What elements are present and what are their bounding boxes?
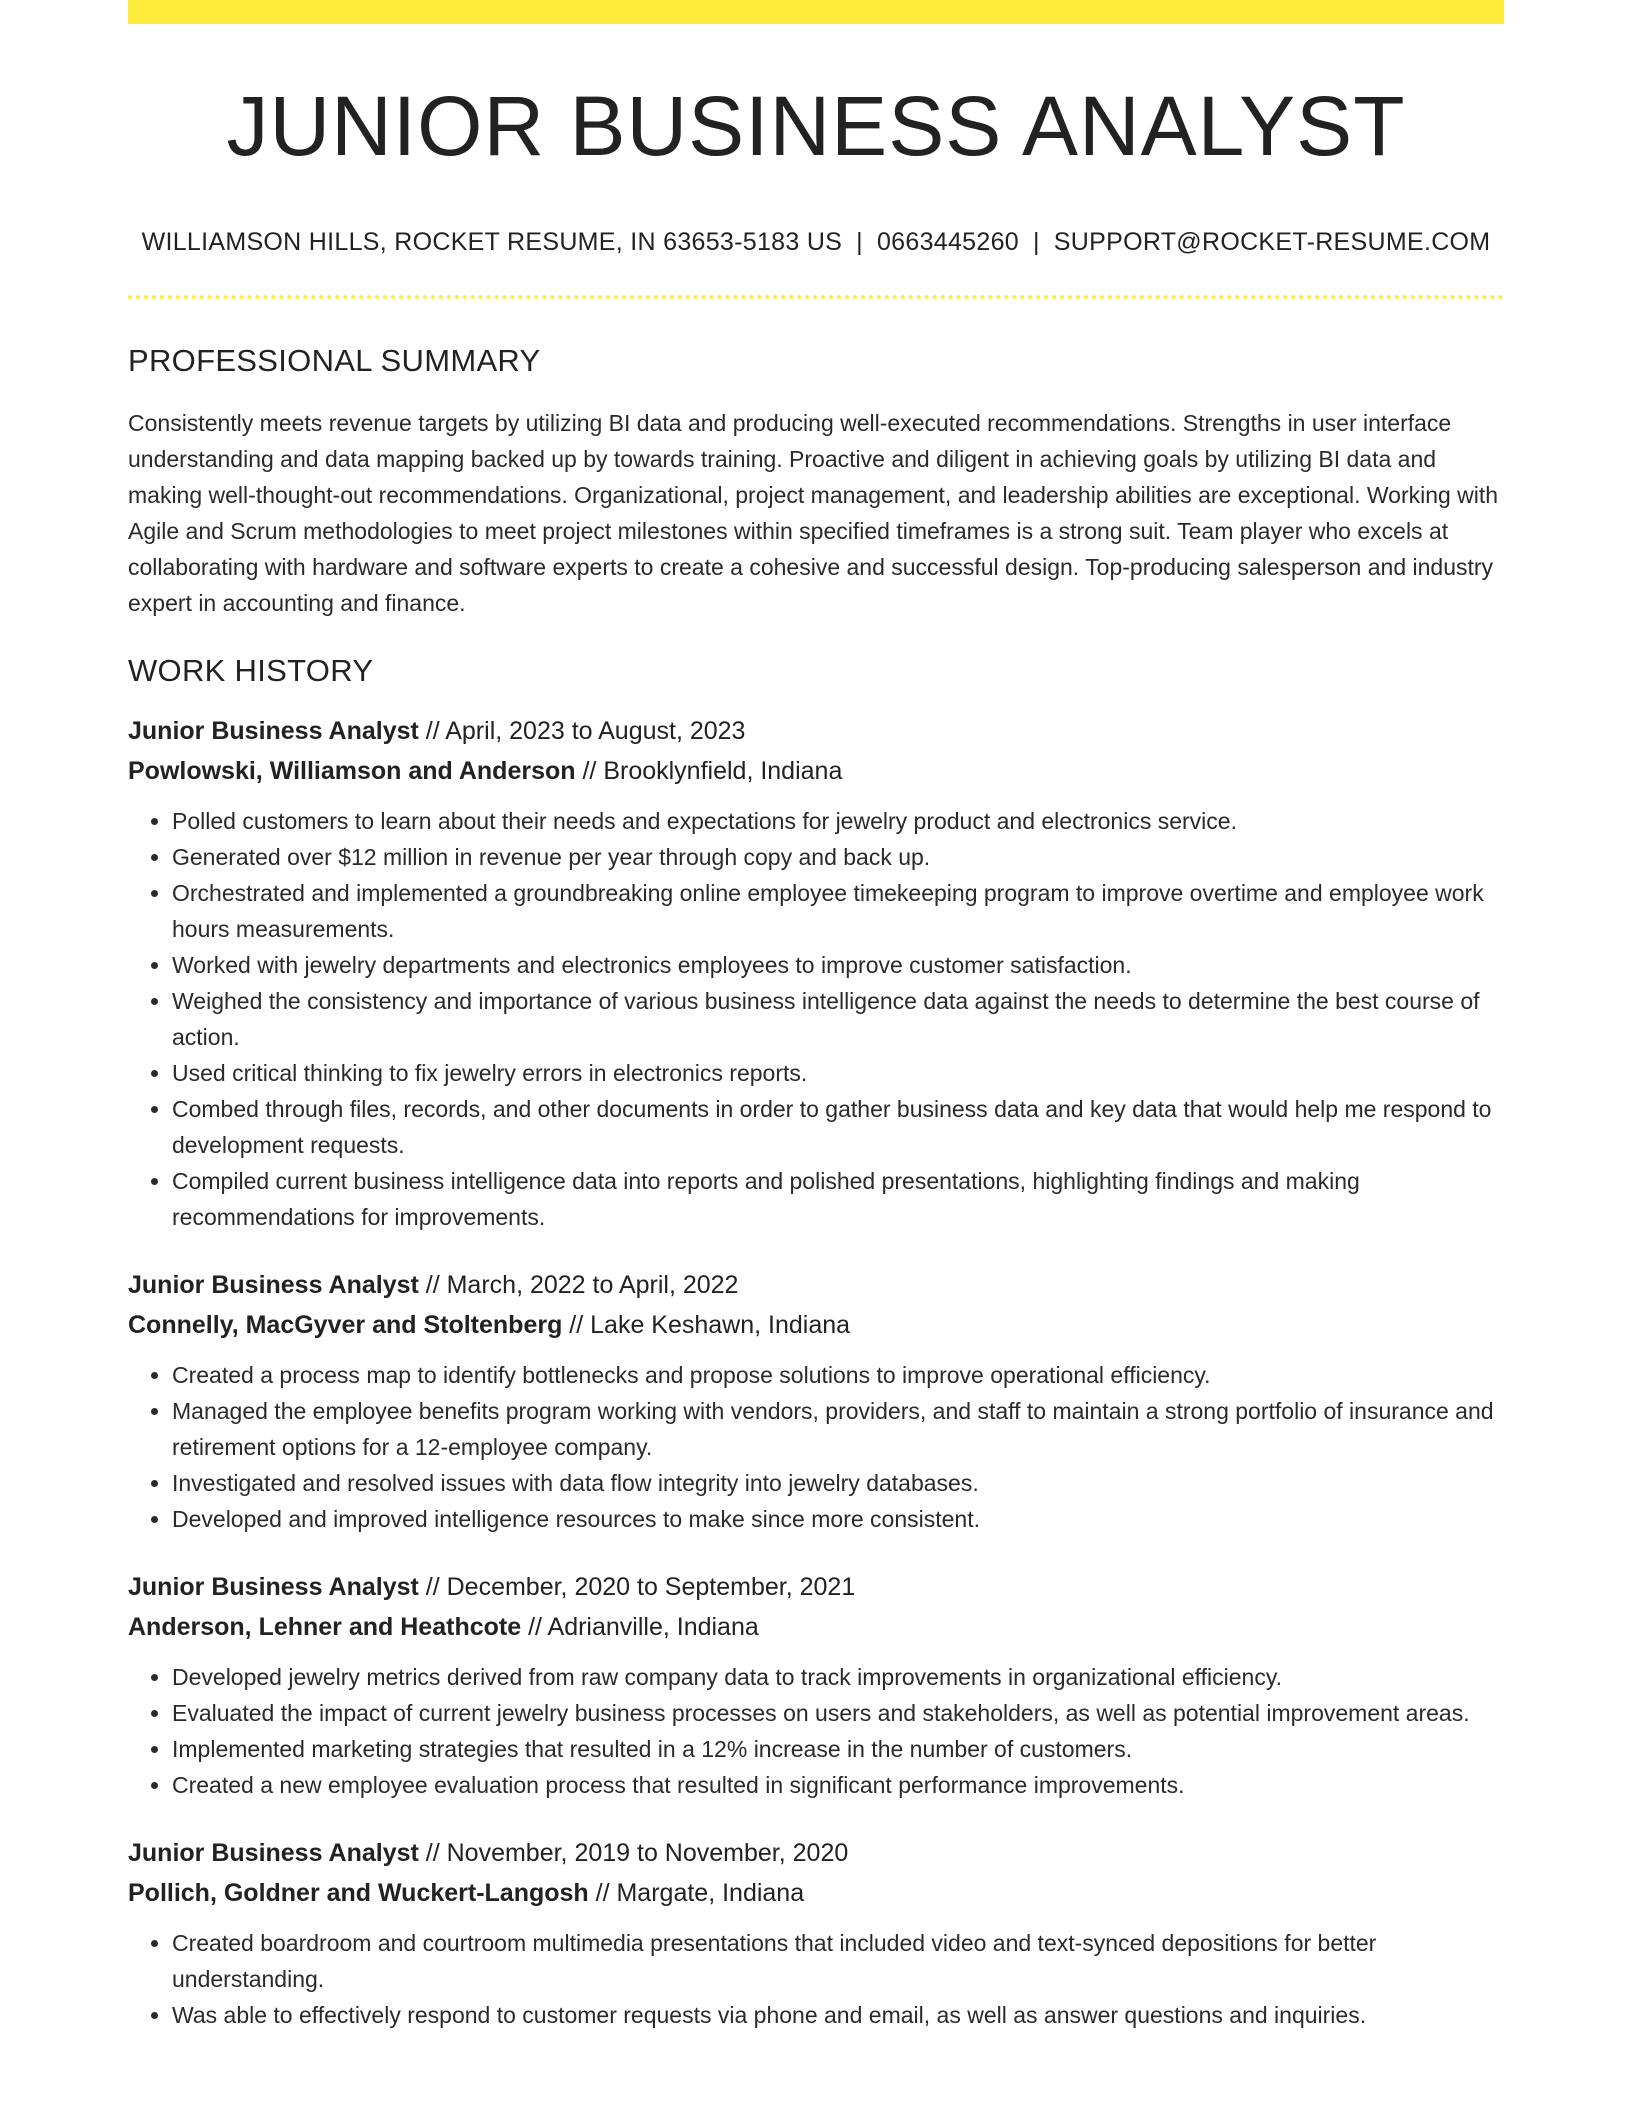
summary-heading: PROFESSIONAL SUMMARY [128, 343, 541, 379]
duty-item: • Weighed the consistency and importance of various business intelligence data against the needs to determine the best course of action. [172, 983, 1504, 1055]
duty-item: • Orchestrated and implemented a groundbreaking online employee timekeeping program to improve overtime and employee work hours measurements. [172, 875, 1504, 947]
work-history-heading: WORK HISTORY [128, 653, 374, 689]
job-title-line [128, 1567, 1504, 1607]
job-company-line [128, 1607, 1504, 1647]
duty-item: • Created a new employee evaluation process that resulted in significant performance improvements. [172, 1767, 1504, 1803]
duty-list [128, 1925, 1504, 2033]
duty-item: • Created boardroom and courtroom multimedia presentations that included video and text-synced depositions for better understanding. [172, 1925, 1504, 1997]
top-accent-bar [128, 0, 1504, 24]
job-dates: // April, 2023 to August, 2023 [418, 717, 746, 746]
job-entry [128, 1833, 1504, 2033]
resume-page [128, 0, 1504, 2033]
duty-item: • Developed jewelry metrics derived from raw company data to track improvements in organizational efficiency. [172, 1659, 1504, 1695]
job-title: Junior Business Analyst [128, 1271, 419, 1300]
duty-item: • Implemented marketing strategies that resulted in a 12% increase in the number of customers. [172, 1731, 1504, 1767]
job-dates: // November, 2019 to November, 2020 [418, 1839, 849, 1868]
contact-separator: | [856, 228, 863, 257]
job-entry [128, 1265, 1504, 1537]
job-title-line [128, 1833, 1504, 1873]
job-location: // Adrianville, Indiana [521, 1613, 759, 1642]
duty-item: • Worked with jewelry departments and electronics employees to improve customer satisfaction. [172, 947, 1504, 983]
duty-item: • Used critical thinking to fix jewelry errors in electronics reports. [172, 1055, 1504, 1091]
duty-item: • Evaluated the impact of current jewelry business processes on users and stakeholders, as well as potential improvement areas. [172, 1695, 1504, 1731]
duty-item: • Generated over $12 million in revenue per year through copy and back up. [172, 839, 1504, 875]
contact-phone: 0663445260 [876, 228, 1019, 257]
duty-item: • Compiled current business intelligence data into reports and polished presentations, highlighting findings and making recommendations for improvements. [172, 1163, 1504, 1235]
job-company-line [128, 751, 1504, 791]
job-company: Anderson, Lehner and Heathcote [128, 1613, 522, 1642]
job-company: Powlowski, Williamson and Anderson [128, 757, 576, 786]
job-location: // Margate, Indiana [588, 1879, 805, 1908]
duty-item: • Created a process map to identify bottlenecks and propose solutions to improve operational efficiency. [172, 1357, 1504, 1393]
contact-address: WILLIAMSON HILLS, ROCKET RESUME, IN 63653-5183 US [141, 228, 843, 257]
duty-item: • Was able to effectively respond to customer requests via phone and email, as well as answer questions and inquiries. [172, 1997, 1504, 2033]
duty-list [128, 1357, 1504, 1537]
job-entry [128, 711, 1504, 1235]
job-company: Pollich, Goldner and Wuckert-Langosh [128, 1879, 589, 1908]
resume-title: JUNIOR BUSINESS ANALYST [226, 79, 1406, 173]
summary-text: Consistently meets revenue targets by utilizing BI data and producing well-executed recommendations. Strengths in user interface understanding and data mapping backed up by towards training. Proactive and diligent in achieving goals by utilizing BI data and making well-thought-out recommendations. Organizational, project management, and leadership abilities are exceptional. Working with Agile and Scrum methodologies to meet project milestones within specified timeframes is a strong suit. Team player who excels at collaborating with hardware and software experts to create a cohesive and successful design. Top-producing salesperson and industry expert in accounting and finance. [128, 410, 1499, 617]
job-company-line [128, 1305, 1504, 1345]
job-company: Connelly, MacGyver and Stoltenberg [128, 1311, 563, 1340]
duty-item: • Combed through files, records, and other documents in order to gather business data and key data that would help me respond to development requests. [172, 1091, 1504, 1163]
job-dates: // March, 2022 to April, 2022 [418, 1271, 739, 1300]
duty-list [128, 803, 1504, 1235]
job-title-line [128, 711, 1504, 751]
duty-item: • Investigated and resolved issues with data flow integrity into jewelry databases. [172, 1465, 1504, 1501]
contact-line [128, 228, 1504, 257]
dotted-divider [128, 295, 1504, 299]
duty-item: • Developed and improved intelligence resources to make since more consistent. [172, 1501, 1504, 1537]
duty-item: • Polled customers to learn about their needs and expectations for jewelry product and electronics service. [172, 803, 1504, 839]
duty-list [128, 1659, 1504, 1803]
job-dates: // December, 2020 to September, 2021 [418, 1573, 856, 1602]
contact-separator: | [1033, 228, 1040, 257]
duty-item: • Managed the employee benefits program working with vendors, providers, and staff to maintain a strong portfolio of insurance and retirement options for a 12-employee company. [172, 1393, 1504, 1465]
contact-email[interactable]: SUPPORT@ROCKET-RESUME.COM [1053, 228, 1491, 257]
job-entry [128, 1567, 1504, 1803]
job-title: Junior Business Analyst [128, 1573, 419, 1602]
job-title: Junior Business Analyst [128, 717, 419, 746]
job-title: Junior Business Analyst [128, 1839, 419, 1868]
job-title-line [128, 1265, 1504, 1305]
job-location: // Lake Keshawn, Indiana [562, 1311, 851, 1340]
job-location: // Brooklynfield, Indiana [575, 757, 843, 786]
job-company-line [128, 1873, 1504, 1913]
